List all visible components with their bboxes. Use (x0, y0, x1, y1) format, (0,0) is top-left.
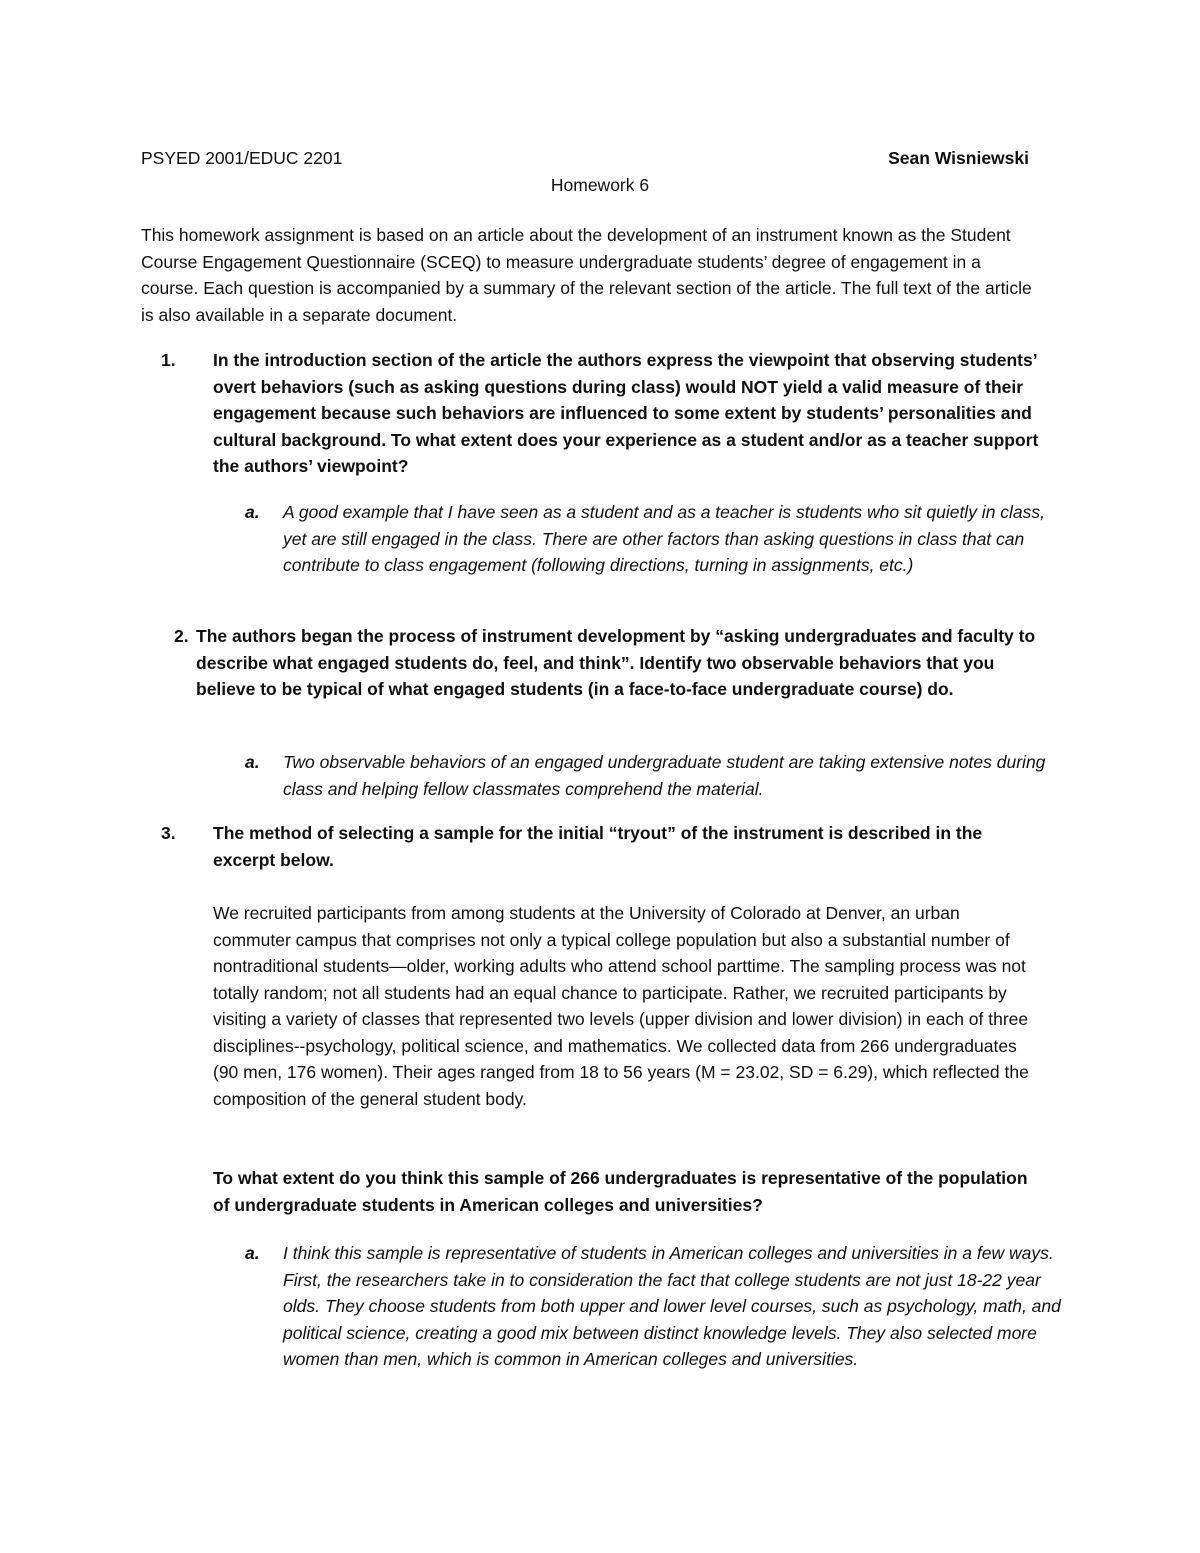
question-3 (141, 820, 1046, 873)
answer-marker: a. (245, 752, 260, 772)
homework-title: Homework 6 (550, 175, 650, 195)
document-header (141, 145, 1029, 171)
question-text: The authors began the process of instrument development by “asking undergraduates and faculty to describe what engaged students do, feel, and think”. Identify two observable behaviors that you believe to be typical of what engaged students (in a face-to-face undergraduate course) do. (196, 626, 1036, 699)
question-1 (141, 347, 1046, 480)
intro-paragraph: This homework assignment is based on an article about the development of an instrument known as the Student Course Engagement Questionnaire (SCEQ) to measure undergraduate students’ degree of engagement in a course. Each question is accompanied by a summary of the relevant section of the article. The full text of the article is also available in a separate document. (141, 225, 1032, 325)
answer-text: Two observable behaviors of an engaged undergraduate student are taking extensive notes during class and helping fellow classmates comprehend the material. (283, 752, 1046, 799)
question-number: 2. (174, 626, 189, 646)
answer-marker: a. (245, 502, 260, 522)
author-name: Sean Wisniewski (888, 148, 1029, 168)
answer-1 (141, 499, 1061, 579)
answer-marker: a. (245, 1243, 260, 1263)
answer-3 (141, 1240, 1061, 1373)
answer-text: I think this sample is representative of students in American colleges and universities in a few ways. First, the researchers take in to consideration the fact that college students are not just 18-22 year olds. They choose students from both upper and lower level courses, such as psychology, math, and political science, creating a good mix between distinct knowledge levels. They also selected more women than men, which is common in American colleges and universities. (283, 1243, 1061, 1369)
question-number: 1. (161, 350, 176, 370)
question-text: In the introduction section of the article the authors express the viewpoint that observing students’ overt behaviors (such as asking questions during class) would NOT yield a valid measure of their engagement because such behaviors are influenced to some extent by students’ personalities and cultural background. To what extent does your experience as a student and/or as a teacher support the authors’ viewpoint? (213, 350, 1039, 476)
question-text: The method of selecting a sample for the initial “tryout” of the instrument is described in the excerpt below. (213, 823, 983, 870)
course-code: PSYED 2001/EDUC 2201 (141, 148, 343, 168)
answer-text: A good example that I have seen as a student and as a teacher is students who sit quietly in class, yet are still engaged in the class. There are other factors than asking questions in class that can contribute to class engagement (following directions, turning in assignments, etc.) (283, 502, 1046, 575)
question-2 (141, 623, 1046, 703)
question-prompt: To what extent do you think this sample of 266 undergraduates is representative of the population of undergraduate students in American colleges and universities? (213, 1168, 1028, 1215)
answer-2 (141, 749, 1061, 802)
article-excerpt: We recruited participants from among students at the University of Colorado at Denver, an urban commuter campus that comprises not only a typical college population but also a substantial number of nontraditional students—older, working adults who attend school parttime. The sampling process was not totally random; not all students had an equal chance to participate. Rather, we recruited participants by visiting a variety of classes that represented two levels (upper division and lower division) in each of three disciplines--psychology, political science, and mathematics. We collected data from 266 undergraduates (90 men, 176 women). Their ages ranged from 18 to 56 years (M = 23.02, SD = 6.29), which reflected the composition of the general student body. (213, 903, 1029, 1109)
question-number: 3. (161, 823, 176, 843)
